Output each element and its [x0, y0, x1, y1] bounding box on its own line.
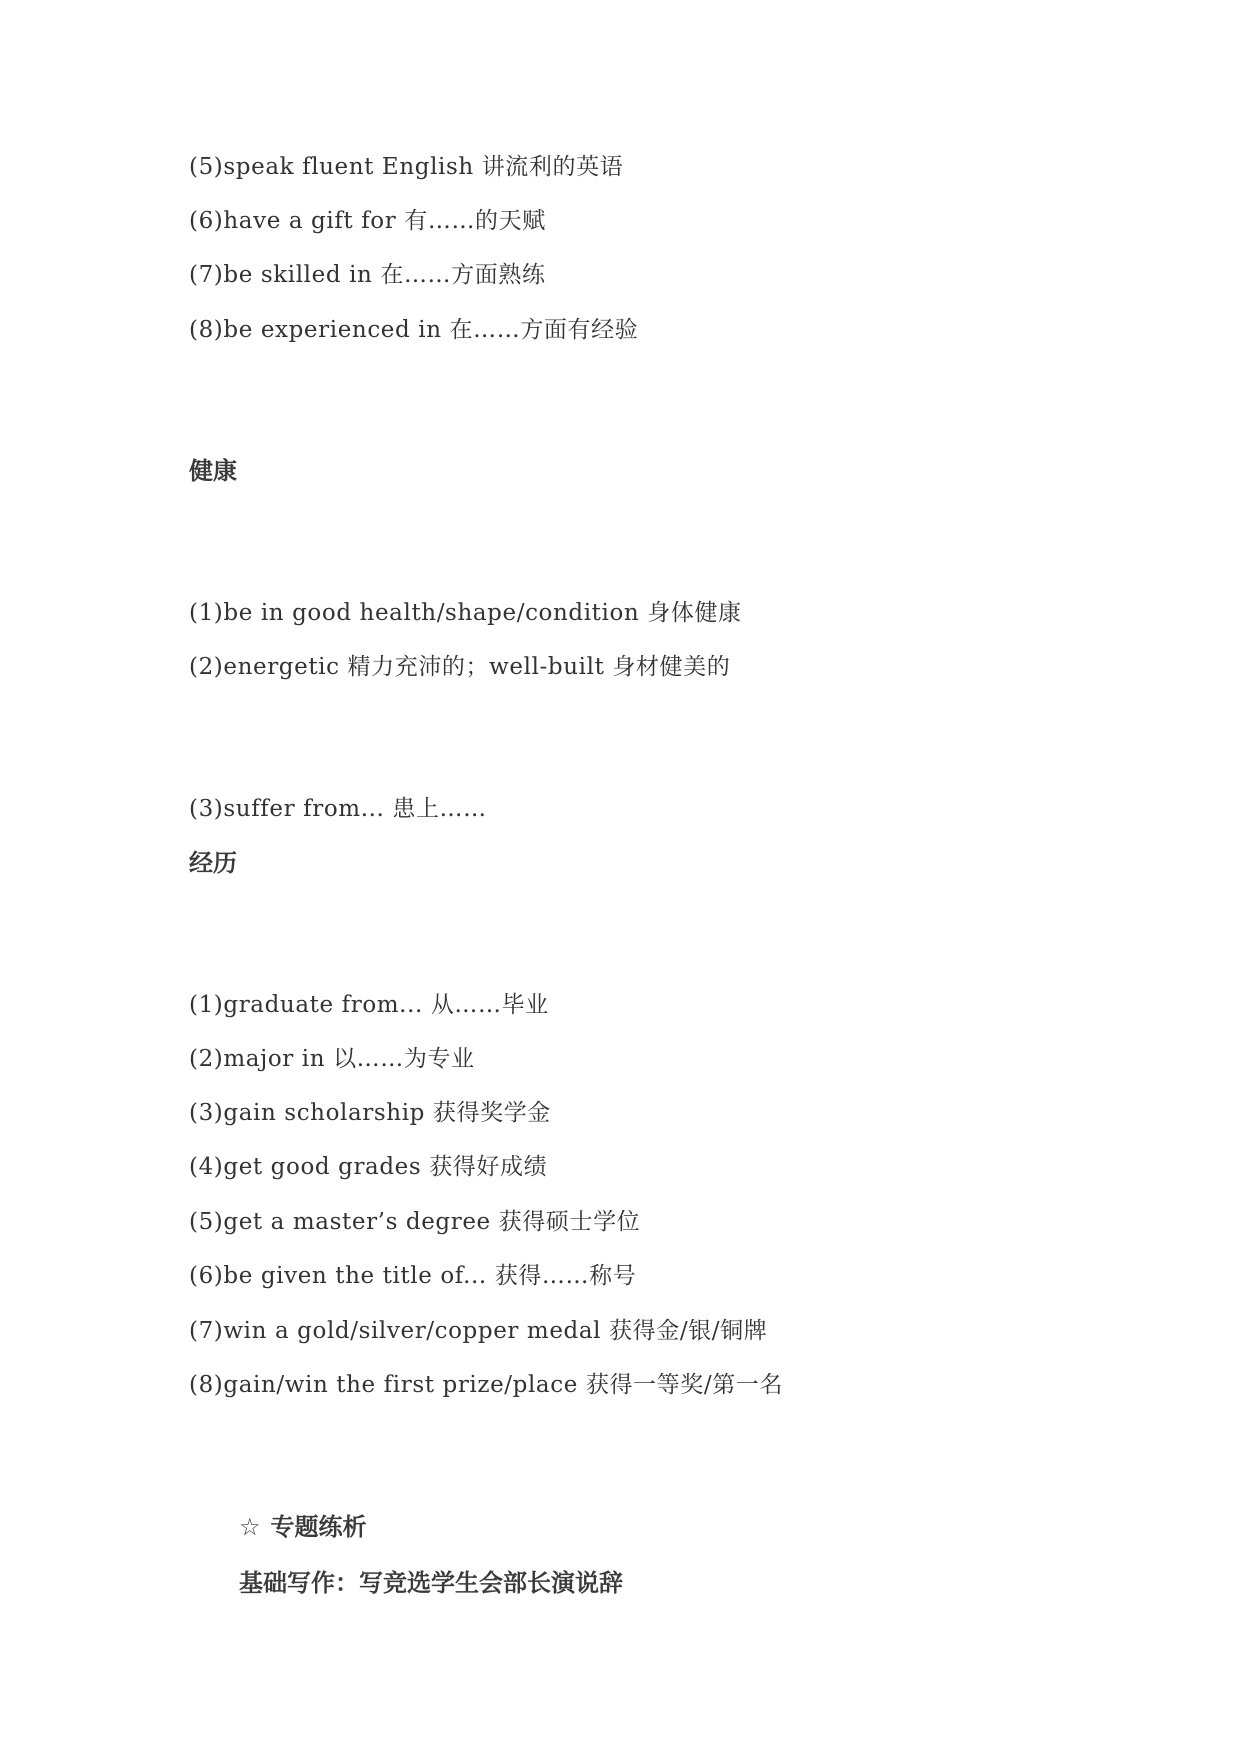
list-item: (7)win a gold/silver/copper medal 获得金/银/铜牌 [189, 1318, 768, 1344]
list-item: (2)energetic 精力充沛的；well-built 身材健美的 [189, 654, 731, 680]
section-heading-experience: 经历 [189, 849, 237, 877]
star-icon: ☆ [239, 1513, 261, 1541]
list-item: (4)get good grades 获得好成绩 [189, 1154, 548, 1180]
list-item: (5)speak fluent English 讲流利的英语 [189, 154, 624, 180]
practice-heading [239, 1512, 367, 1542]
list-item: (7)be skilled in 在……方面熟练 [189, 262, 546, 288]
list-item: (8)gain/win the first prize/place 获得一等奖/第一名 [189, 1372, 783, 1398]
list-item: (8)be experienced in 在……方面有经验 [189, 317, 639, 343]
practice-heading-text: 专题练析 [270, 1513, 367, 1541]
list-item: (1)graduate from... 从……毕业 [189, 992, 549, 1018]
list-item: (3)suffer from... 患上…… [189, 796, 487, 822]
list-item: (1)be in good health/shape/condition 身体健康 [189, 600, 742, 626]
list-item: (3)gain scholarship 获得奖学金 [189, 1100, 551, 1126]
practice-subheading: 基础写作：写竞选学生会部长演说辞 [239, 1569, 623, 1597]
list-item: (6)be given the title of... 获得……称号 [189, 1263, 637, 1289]
list-item: (2)major in 以……为专业 [189, 1046, 475, 1072]
list-item: (5)get a master’s degree 获得硕士学位 [189, 1209, 641, 1235]
list-item: (6)have a gift for 有……的天赋 [189, 208, 546, 234]
section-heading-health: 健康 [189, 457, 237, 485]
